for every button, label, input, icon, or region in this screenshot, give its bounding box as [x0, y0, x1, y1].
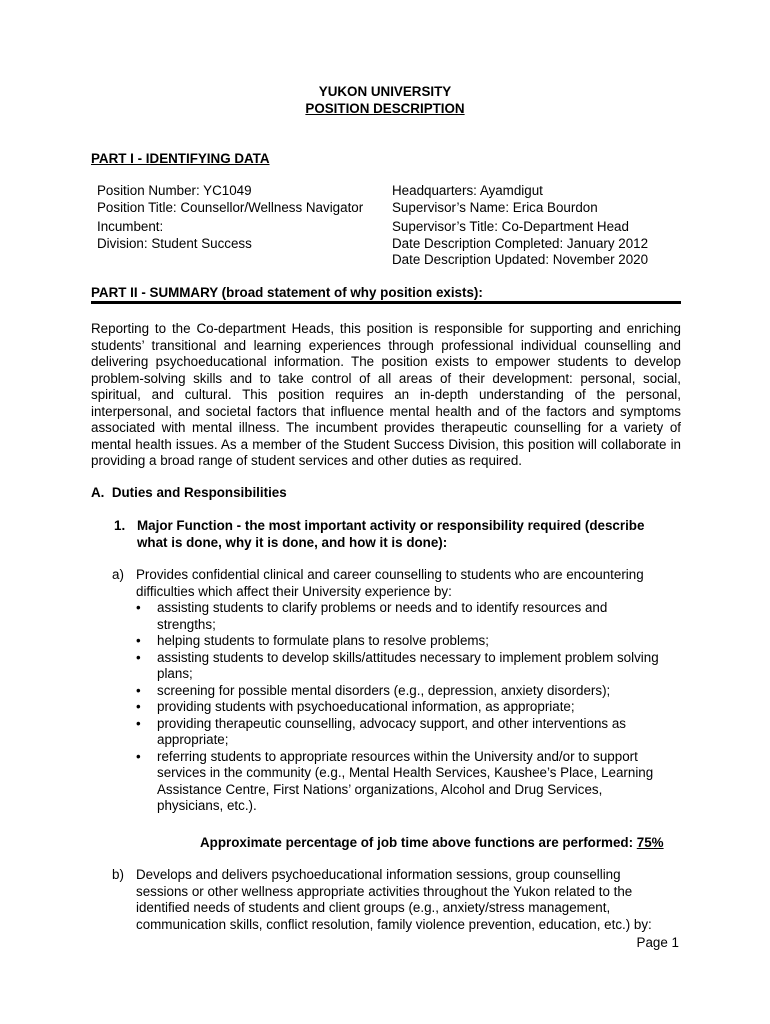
identifying-data-left: [97, 183, 387, 252]
division: Division: Student Success: [97, 235, 252, 251]
position-title: Position Title: Counsellor/Wellness Navigator: [97, 199, 364, 215]
list-item: • referring students to appropriate resources within the University and/or to support services in the community (e.g., Mental Health Services, Kaushee’s Place, Learning Assistance Centre, First Nations’ organizations, Alcohol and Drug Services, physicians, etc.).: [136, 749, 666, 815]
item-a-bullet-list: [136, 600, 666, 815]
list-item: • screening for possible mental disorders (e.g., depression, anxiety disorders);: [136, 683, 666, 700]
duties-heading: A. Duties and Responsibilities: [91, 485, 287, 500]
incumbent: Incumbent:: [97, 219, 164, 234]
list-item: • providing therapeutic counselling, advocacy support, and other interventions as appropriate;: [136, 716, 666, 749]
date-completed: Date Description Completed: January 2012: [392, 235, 649, 251]
item-b-text: Develops and delivers psychoeducational information sessions, group counselling sessions or other wellness appropriate activities throughout the Yukon related to the identified needs of students and client groups (e.g., anxiety/stress management, communication skills, conflict resolution, family violence prevention, education, etc.) by:: [136, 867, 652, 932]
list-item: • assisting students to develop skills/attitudes necessary to implement problem solving plans;: [136, 650, 666, 683]
supervisor-name: Supervisor’s Name: Erica Bourdon: [392, 199, 598, 215]
item-b-label: b): [112, 867, 124, 882]
list-item: • providing students with psychoeducational information, as appropriate;: [136, 699, 666, 716]
headquarters: Headquarters: Ayamdigut: [392, 183, 543, 198]
percentage-label: Approximate percentage of job time above functions are performed:: [200, 835, 634, 850]
percentage-value: 75%: [636, 835, 664, 850]
summary-paragraph: Reporting to the Co-department Heads, this position is responsible for supporting and enriching students’ transitional and learning experiences through professional individual counselling and delivering psychoeducational information. The position exists to empower students to develop problem-solving skills and to take control of all areas of their development: personal, social, spiritual, and cultural. This position requires an in-depth understanding of the personal, interpersonal, and societal factors that influence mental health and of the factors and symptoms associated with mental illness. The incumbent provides therapeutic counselling for a variety of mental health issues. As a member of the Student Success Division, this position will collaborate in providing a broad range of student services and other duties as required.: [91, 321, 681, 468]
percentage-line: [200, 835, 664, 852]
part2-heading: PART II - SUMMARY (broad statement of why position exists):: [91, 285, 483, 300]
list-item: • assisting students to clarify problems or needs and to identify resources and strengths;: [136, 600, 666, 633]
major-function-heading: Major Function - the most important activity or responsibility required (describe what is done, why it is done, and how it is done):: [137, 518, 645, 550]
supervisor-title: Supervisor’s Title: Co-Department Head: [392, 219, 629, 234]
institution-name: YUKON UNIVERSITY: [318, 84, 452, 99]
identifying-data-right: [392, 183, 682, 269]
item-a-label: a): [112, 567, 124, 582]
major-function-number: 1.: [114, 518, 126, 533]
document-title: POSITION DESCRIPTION: [305, 101, 465, 116]
section-divider: [91, 301, 681, 304]
item-a-description: [136, 567, 666, 815]
position-number: Position Number: YC1049: [97, 183, 252, 198]
page-number: Page 1: [636, 935, 679, 950]
list-item: • helping students to formulate plans to resolve problems;: [136, 633, 666, 650]
date-updated: Date Description Updated: November 2020: [392, 252, 649, 267]
item-a-text: Provides confidential clinical and career counselling to students who are encountering difficulties which affect their University experience by:: [136, 567, 644, 599]
part1-heading: PART I - IDENTIFYING DATA: [91, 151, 270, 166]
